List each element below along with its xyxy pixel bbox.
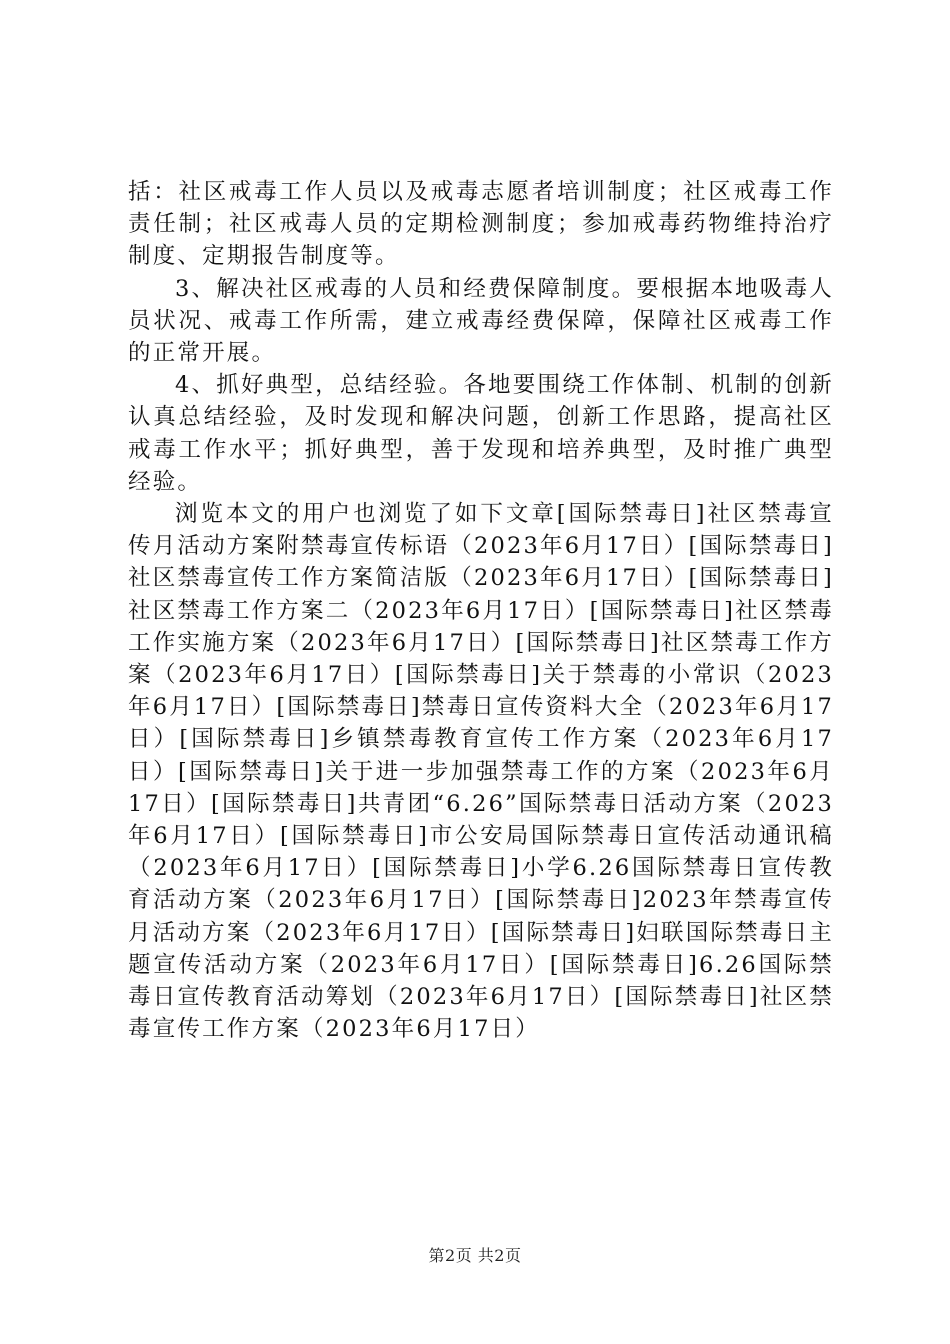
page-number-footer: 第2页 共2页 <box>428 1246 522 1265</box>
paragraph-related-articles: 浏览本文的用户也浏览了如下文章[国际禁毒日]社区禁毒宣传月活动方案附禁毒宣传标语（2023年6月17日）[国际禁毒日]社区禁毒宣传工作方案简洁版（2023年6月17日）[国际禁毒日]社区禁毒工作方案二（2023年6月17日）[国际禁毒日]社区禁毒工作实施方案（2023年6月17日）[国际禁毒日]社区禁毒工作方案（2023年6月17日）[国际禁毒日]关于禁毒的小常识（2023年6月17日）[国际禁毒日]禁毒日宣传资料大全（2023年6月17日）[国际禁毒日]乡镇禁毒教育宣传工作方案（2023年6月17日）[国际禁毒日]关于进一步加强禁毒工作的方案（2023年6月17日）[国际禁毒日]共青团“6.26”国际禁毒日活动方案（2023年6月17日）[国际禁毒日]市公安局国际禁毒日宣传活动通讯稿（2023年6月17日）[国际禁毒日]小学6.26国际禁毒日宣传教育活动方案（2023年6月17日）[国际禁毒日]2023年禁毒宣传月活动方案（2023年6月17日）[国际禁毒日]妇联国际禁毒日主题宣传活动方案（2023年6月17日）[国际禁毒日]6.26国际禁毒日宣传教育活动筹划（2023年6月17日）[国际禁毒日]社区禁毒宣传工作方案（2023年6月17日） <box>128 501 834 1043</box>
paragraph-point-4: 4、抓好典型，总结经验。各地要围绕工作体制、机制的创新认真总结经验，及时发现和解决问题，创新工作思路，提高社区戒毒工作水平；抓好典型，善于发现和培养典型，及时推广典型经验。 <box>128 372 834 495</box>
paragraph-institutions-continued: 括：社区戒毒工作人员以及戒毒志愿者培训制度；社区戒毒工作责任制；社区戒毒人员的定期检测制度；参加戒毒药物维持治疗制度、定期报告制度等。 <box>128 179 834 270</box>
paragraph-point-3: 3、解决社区戒毒的人员和经费保障制度。要根据本地吸毒人员状况、戒毒工作所需，建立戒毒经费保障，保障社区戒毒工作的正常开展。 <box>128 275 834 367</box>
document-body <box>128 176 834 1045</box>
